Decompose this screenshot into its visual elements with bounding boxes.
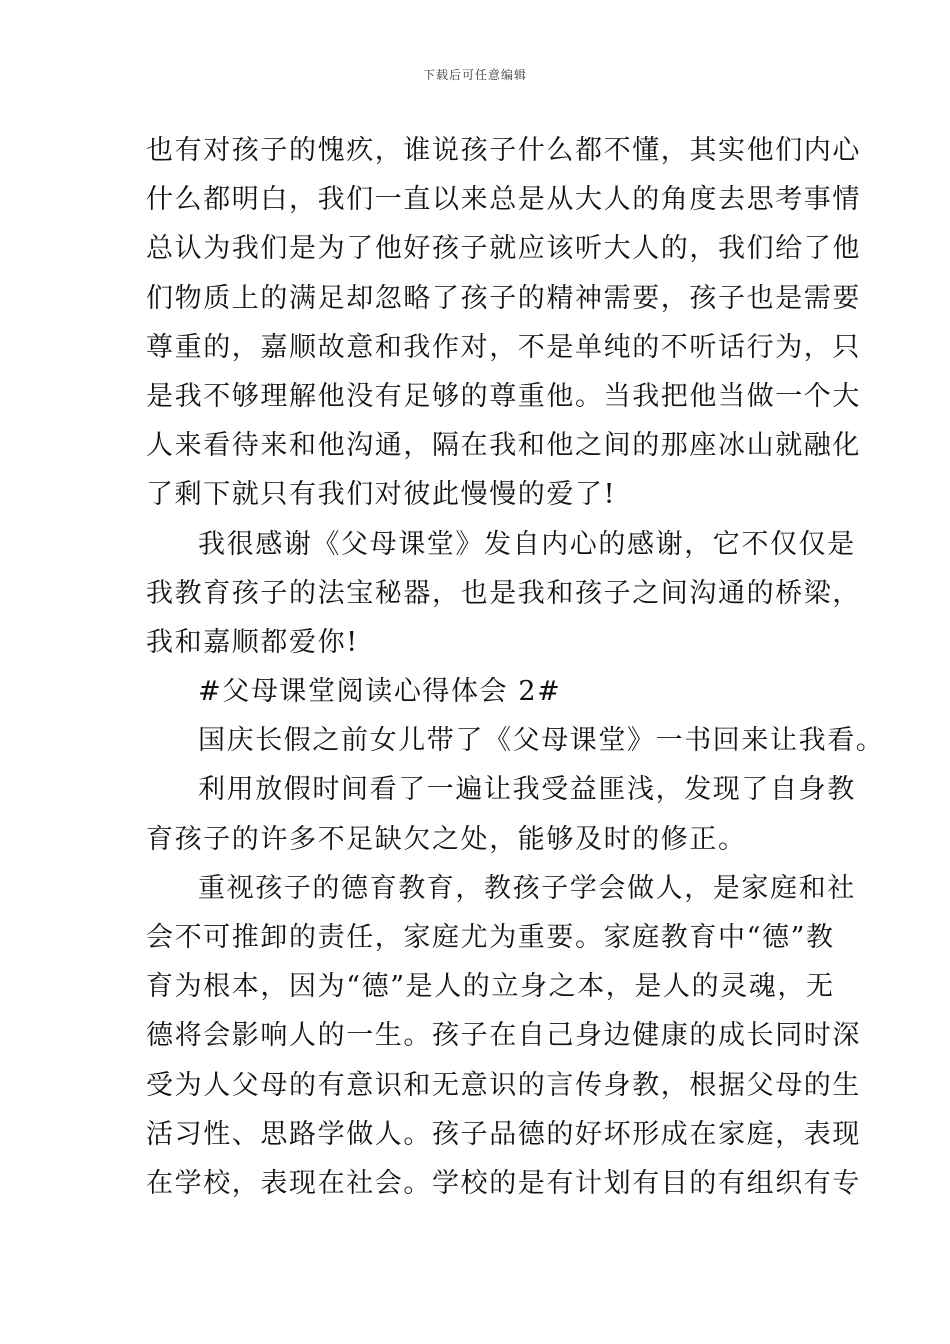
text-line: 我和嘉顺都爱你! (146, 626, 359, 658)
section-heading: #父母课堂阅读心得体会 2# (198, 676, 562, 708)
text-line: 我教育孩子的法宝秘器，也是我和孩子之间沟通的桥梁， (146, 577, 861, 609)
text-line: 德将会影响人的一生。孩子在自己身边健康的成长同时深 (146, 1020, 861, 1052)
text-line: 总认为我们是为了他好孩子就应该听大人的，我们给了他 (146, 233, 861, 265)
paragraph-start-line: 国庆长假之前女儿带了《父母课堂》一书回来让我看。 (198, 725, 885, 757)
text-line: 也有对孩子的愧疚，谁说孩子什么都不懂，其实他们内心 (146, 135, 861, 166)
paragraph-start-line: 重视孩子的德育教育，教孩子学会做人，是家庭和社 (198, 872, 856, 904)
text-line: 活习性、思路学做人。孩子品德的好坏形成在家庭，表现 (146, 1118, 861, 1150)
text-line: 是我不够理解他没有足够的尊重他。当我把他当做一个大 (146, 380, 861, 412)
text-line: 了剩下就只有我们对彼此慢慢的爱了! (146, 479, 617, 511)
text-line: 育孩子的许多不足缺欠之处，能够及时的修正。 (146, 823, 747, 855)
text-line: 会不可推卸的责任，家庭尤为重要。家庭教育中“德”教 (146, 922, 835, 953)
text-line: 育为根本，因为“德”是人的立身之本，是人的灵魂，无 (146, 971, 835, 1003)
text-line: 什么都明白，我们一直以来总是从大人的角度去思考事情 (146, 184, 861, 216)
header-note: 下载后可任意编辑 (422, 68, 527, 82)
text-line: 受为人父母的有意识和无意识的言传身教，根据父母的生 (146, 1069, 861, 1101)
text-line: 们物质上的满足却忽略了孩子的精神需要，孩子也是需要 (146, 282, 861, 314)
paragraph-start-line: 利用放假时间看了一遍让我受益匪浅，发现了自身教 (198, 774, 856, 806)
paragraph-start-line: 我很感谢《父母课堂》发自内心的感谢，它不仅仅是 (198, 528, 856, 560)
text-line: 人来看待来和他沟通，隔在我和他之间的那座冰山就融化 (146, 430, 861, 462)
body-text (146, 126, 885, 1208)
text-line: 在学校，表现在社会。学校的是有计划有目的有组织有专 (146, 1167, 861, 1199)
text-line: 尊重的，嘉顺故意和我作对，不是单纯的不听话行为，只 (146, 331, 861, 363)
